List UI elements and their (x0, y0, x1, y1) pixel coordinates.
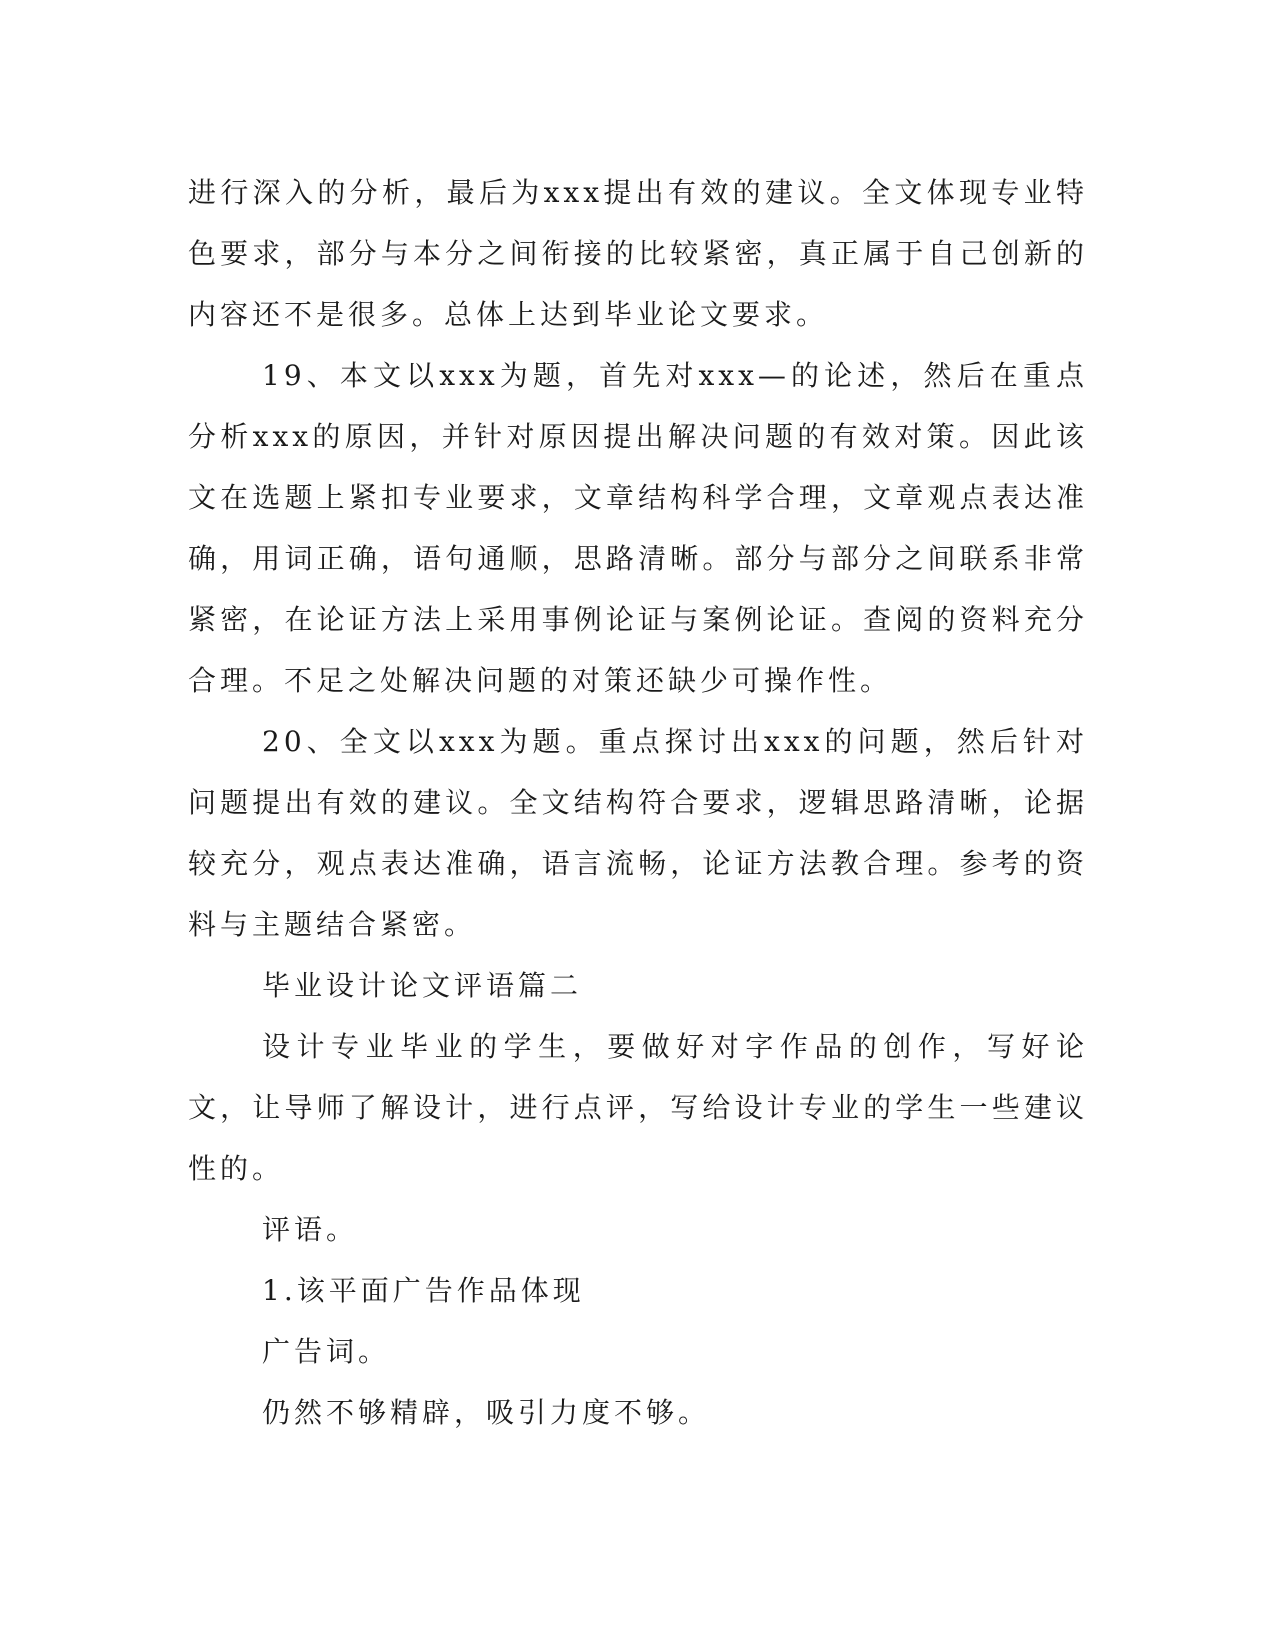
paragraph-item-19: 19、本文以xxx为题，首先对xxx—的论述，然后在重点分析xxx的原因，并针对原因提出解决问题的有效对策。因此该文在选题上紧扣专业要求，文章结构科学合理，文章观点表达准确，用词正确，语句通顺，思路清晰。部分与部分之间联系非常紧密，在论证方法上采用事例论证与案例论证。查阅的资料充分合理。不足之处解决问题的对策还缺少可操作性。 (188, 359, 1088, 697)
section-heading: 毕业设计论文评语篇二 (262, 969, 583, 1002)
paragraph-item-20: 20、全文以xxx为题。重点探讨出xxx的问题，然后针对问题提出有效的建议。全文结构符合要求，逻辑思路清晰，论据较充分，观点表达准确，语言流畅，论证方法教合理。参考的资料与主题结合紧密。 (188, 725, 1088, 941)
paragraph-intro: 设计专业毕业的学生，要做好对字作品的创作，写好论文，让导师了解设计，进行点评，写给设计专业的学生一些建议性的。 (188, 1030, 1088, 1185)
document-body (188, 162, 1088, 1443)
paragraph-critique: 仍然不够精辟，吸引力度不够。 (262, 1396, 711, 1429)
paragraph-continuation: 进行深入的分析，最后为xxx提出有效的建议。全文体现专业特色要求，部分与本分之间衔接的比较紧密，真正属于自己创新的内容还不是很多。总体上达到毕业论文要求。 (188, 176, 1088, 331)
paragraph-ad-words: 广告词。 (262, 1335, 391, 1368)
list-item-1: 1.该平面广告作品体现 (262, 1274, 585, 1307)
paragraph-label-comment: 评语。 (262, 1213, 359, 1246)
